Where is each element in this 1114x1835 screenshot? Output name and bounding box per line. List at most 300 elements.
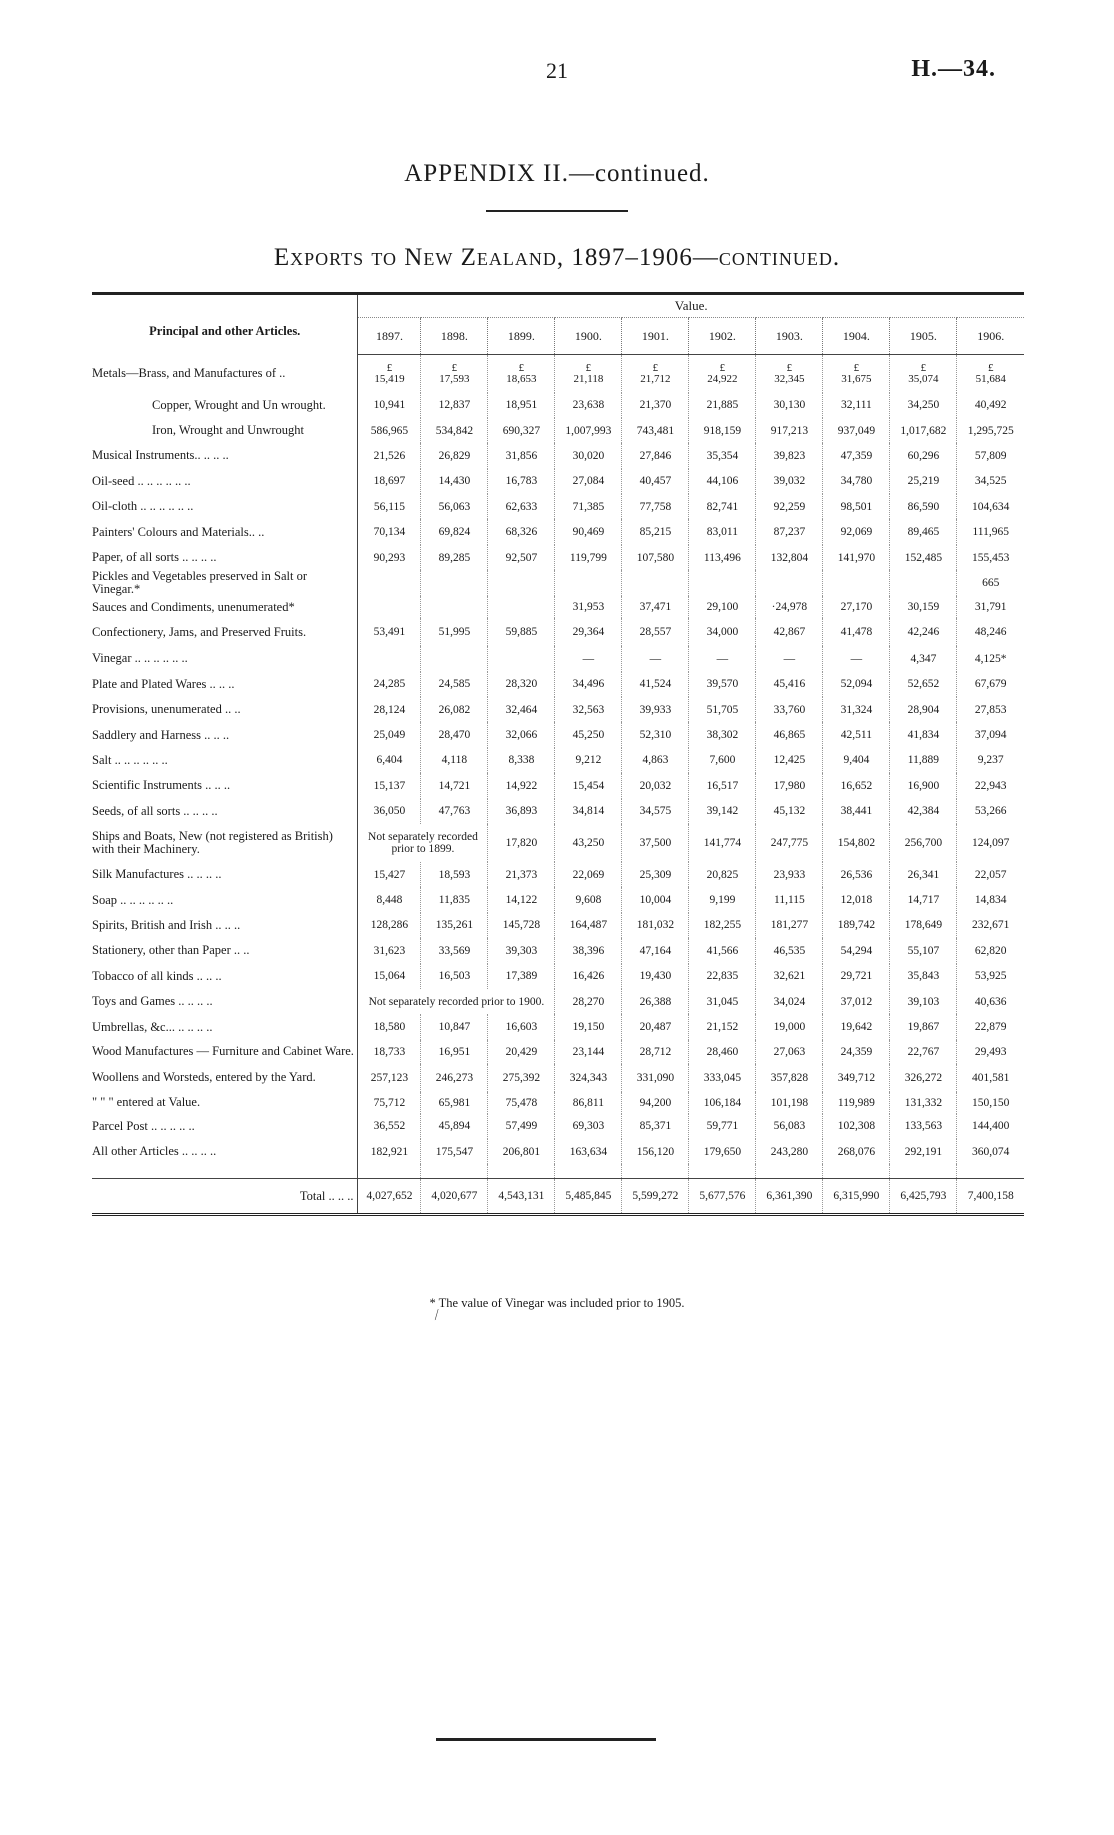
total-label: Total .. .. .. bbox=[92, 1179, 358, 1215]
value-cell: 45,894 bbox=[421, 1114, 488, 1139]
value-cell: 135,261 bbox=[421, 913, 488, 938]
value-cell: 62,633 bbox=[488, 494, 555, 519]
value-cell: 401,581 bbox=[957, 1064, 1024, 1092]
value-cell: 27,170 bbox=[823, 596, 890, 618]
table-row bbox=[92, 748, 1024, 773]
table-row bbox=[92, 824, 1024, 862]
value-cell: 275,392 bbox=[488, 1064, 555, 1092]
value-cell: 41,566 bbox=[689, 938, 756, 963]
value-cell: 24,585 bbox=[421, 672, 488, 697]
total-value: 6,361,390 bbox=[756, 1179, 823, 1215]
value-cell: 181,277 bbox=[756, 913, 823, 938]
value-cell: 53,925 bbox=[957, 964, 1024, 989]
value-cell: 133,563 bbox=[890, 1114, 957, 1139]
value-cell bbox=[358, 355, 421, 393]
value-cell: 69,824 bbox=[421, 519, 488, 544]
row-label: Musical Instruments.. .. .. .. bbox=[92, 448, 229, 463]
value-cell bbox=[555, 355, 622, 393]
value-cell: 75,712 bbox=[358, 1092, 421, 1114]
table-row bbox=[92, 443, 1024, 468]
value-cell: 132,804 bbox=[756, 545, 823, 570]
value-cell: 14,717 bbox=[890, 887, 957, 912]
row-label: Parcel Post .. .. .. .. .. bbox=[92, 1118, 195, 1133]
value-cell: 34,496 bbox=[555, 672, 622, 697]
value-text: 15,419 bbox=[374, 372, 405, 385]
value-cell: 18,580 bbox=[358, 1014, 421, 1039]
value-cell: 23,638 bbox=[555, 393, 622, 418]
value-cell: 89,465 bbox=[890, 519, 957, 544]
value-cell: 24,285 bbox=[358, 672, 421, 697]
value-cell: 141,970 bbox=[823, 545, 890, 570]
value-cell: 144,400 bbox=[957, 1114, 1024, 1139]
value-cell: 29,100 bbox=[689, 596, 756, 618]
row-label: Painters' Colours and Materials.. .. bbox=[92, 524, 265, 539]
table-row bbox=[92, 672, 1024, 697]
table-row bbox=[92, 1114, 1024, 1139]
value-cell: 12,837 bbox=[421, 393, 488, 418]
value-cell: 37,471 bbox=[622, 596, 689, 618]
value-cell: 14,122 bbox=[488, 887, 555, 912]
value-cell: 19,867 bbox=[890, 1014, 957, 1039]
value-cell: 206,801 bbox=[488, 1139, 555, 1164]
value-cell: 25,219 bbox=[890, 469, 957, 494]
value-column-header: Value. bbox=[358, 295, 1024, 318]
value-cell: 4,118 bbox=[421, 748, 488, 773]
value-cell: 9,404 bbox=[823, 748, 890, 773]
value-cell: 54,294 bbox=[823, 938, 890, 963]
value-cell: 59,771 bbox=[689, 1114, 756, 1139]
footnote: * The value of Vinegar was included prior to 1905. bbox=[429, 1296, 685, 1310]
value-cell bbox=[358, 570, 421, 596]
row-label: Iron, Wrought and Unwrought bbox=[152, 423, 305, 438]
value-cell: 28,712 bbox=[622, 1040, 689, 1064]
value-cell: 181,032 bbox=[622, 913, 689, 938]
total-value: 4,027,652 bbox=[358, 1179, 421, 1215]
value-cell: 534,842 bbox=[421, 418, 488, 443]
value-cell: 69,303 bbox=[555, 1114, 622, 1139]
value-cell: 22,835 bbox=[689, 964, 756, 989]
value-cell: 83,011 bbox=[689, 519, 756, 544]
value-cell: 37,012 bbox=[823, 989, 890, 1014]
value-cell: 178,649 bbox=[890, 913, 957, 938]
table-row bbox=[92, 596, 1024, 618]
value-cell: 164,487 bbox=[555, 913, 622, 938]
value-cell: 86,811 bbox=[555, 1092, 622, 1114]
value-cell: 36,050 bbox=[358, 799, 421, 824]
value-cell: 57,499 bbox=[488, 1114, 555, 1139]
table-body bbox=[92, 355, 1024, 1215]
year-header: 1899. bbox=[488, 318, 555, 355]
value-cell: 28,124 bbox=[358, 697, 421, 722]
value-cell: 1,295,725 bbox=[957, 418, 1024, 443]
value-cell: 45,416 bbox=[756, 672, 823, 697]
value-cell: 20,032 bbox=[622, 773, 689, 798]
value-cell bbox=[421, 596, 488, 618]
pound-sign: £ bbox=[719, 361, 726, 374]
value-cell: 31,953 bbox=[555, 596, 622, 618]
value-cell: 32,111 bbox=[823, 393, 890, 418]
value-cell: 10,941 bbox=[358, 393, 421, 418]
row-label: Tobacco of all kinds .. .. .. bbox=[92, 968, 222, 983]
year-header: 1897. bbox=[358, 318, 421, 355]
value-cell bbox=[555, 570, 622, 596]
value-cell: 56,115 bbox=[358, 494, 421, 519]
value-cell: 39,570 bbox=[689, 672, 756, 697]
value-cell bbox=[689, 570, 756, 596]
value-cell: 38,396 bbox=[555, 938, 622, 963]
value-cell: 25,309 bbox=[622, 862, 689, 887]
articles-column-header: Principal and other Articles. bbox=[149, 324, 301, 338]
row-label: Sauces and Condiments, unenumerated* bbox=[92, 599, 295, 614]
row-label: Woollens and Worsteds, entered by the Yard. bbox=[92, 1070, 316, 1085]
year-header: 1902. bbox=[689, 318, 756, 355]
value-cell: 1,007,993 bbox=[555, 418, 622, 443]
value-cell: 15,454 bbox=[555, 773, 622, 798]
value-text: 24,922 bbox=[707, 372, 738, 385]
value-cell: 32,621 bbox=[756, 964, 823, 989]
value-cell: 16,652 bbox=[823, 773, 890, 798]
value-cell: 34,814 bbox=[555, 799, 622, 824]
row-label: Provisions, unenumerated .. .. bbox=[92, 702, 241, 717]
table-row bbox=[92, 1139, 1024, 1164]
spacer-cell bbox=[488, 1164, 555, 1179]
value-cell: 29,364 bbox=[555, 618, 622, 646]
year-header: 1906. bbox=[957, 318, 1024, 355]
value-cell: 39,142 bbox=[689, 799, 756, 824]
value-cell: 152,485 bbox=[890, 545, 957, 570]
appendix-title: APPENDIX II.—continued. bbox=[404, 160, 710, 187]
value-cell: 77,758 bbox=[622, 494, 689, 519]
exports-table bbox=[92, 295, 1024, 1216]
value-cell: 145,728 bbox=[488, 913, 555, 938]
value-cell: 22,069 bbox=[555, 862, 622, 887]
table-row bbox=[92, 646, 1024, 671]
table-row bbox=[92, 887, 1024, 912]
value-cell: 22,879 bbox=[957, 1014, 1024, 1039]
year-header: 1903. bbox=[756, 318, 823, 355]
value-cell: 586,965 bbox=[358, 418, 421, 443]
table-row bbox=[92, 697, 1024, 722]
value-cell: 1,017,682 bbox=[890, 418, 957, 443]
value-cell: 15,427 bbox=[358, 862, 421, 887]
value-cell: 68,326 bbox=[488, 519, 555, 544]
value-cell: 42,246 bbox=[890, 618, 957, 646]
value-text: 35,074 bbox=[908, 372, 939, 385]
value-cell: 189,742 bbox=[823, 913, 890, 938]
table-row bbox=[92, 913, 1024, 938]
value-cell: 22,767 bbox=[890, 1040, 957, 1064]
value-cell: 45,250 bbox=[555, 722, 622, 747]
value-cell: 52,310 bbox=[622, 722, 689, 747]
value-cell: 107,580 bbox=[622, 545, 689, 570]
value-cell: 247,775 bbox=[756, 824, 823, 862]
year-header: 1898. bbox=[421, 318, 488, 355]
value-cell: 17,980 bbox=[756, 773, 823, 798]
value-cell: 37,500 bbox=[622, 824, 689, 862]
spacer-cell bbox=[890, 1164, 957, 1179]
value-cell: 48,246 bbox=[957, 618, 1024, 646]
value-cell: 26,829 bbox=[421, 443, 488, 468]
value-cell bbox=[689, 355, 756, 393]
value-cell: 31,623 bbox=[358, 938, 421, 963]
value-cell: 131,332 bbox=[890, 1092, 957, 1114]
pound-sign: £ bbox=[920, 361, 927, 374]
table-row bbox=[92, 964, 1024, 989]
value-cell: 17,389 bbox=[488, 964, 555, 989]
value-cell: 28,320 bbox=[488, 672, 555, 697]
value-cell: 34,024 bbox=[756, 989, 823, 1014]
value-cell: 19,642 bbox=[823, 1014, 890, 1039]
year-header: 1901. bbox=[622, 318, 689, 355]
document-reference: H.—34. bbox=[911, 56, 996, 82]
value-cell: 32,563 bbox=[555, 697, 622, 722]
value-cell: 31,324 bbox=[823, 697, 890, 722]
spacer-cell bbox=[421, 1164, 488, 1179]
value-cell: 71,385 bbox=[555, 494, 622, 519]
spacer-cell bbox=[92, 1164, 358, 1179]
value-cell: 43,250 bbox=[555, 824, 622, 862]
value-cell: 89,285 bbox=[421, 545, 488, 570]
row-label: Stationery, other than Paper .. .. bbox=[92, 943, 250, 958]
value-cell: 182,255 bbox=[689, 913, 756, 938]
value-cell: 33,569 bbox=[421, 938, 488, 963]
row-label: Paper, of all sorts .. .. .. .. bbox=[92, 550, 217, 565]
value-cell bbox=[358, 596, 421, 618]
value-cell: 15,137 bbox=[358, 773, 421, 798]
row-label: Seeds, of all sorts .. .. .. .. bbox=[92, 803, 218, 818]
row-label: Ships and Boats, New (not registered as British) with their Machinery. bbox=[92, 828, 333, 856]
value-cell: 39,032 bbox=[756, 469, 823, 494]
value-cell: 16,783 bbox=[488, 469, 555, 494]
table-row bbox=[92, 1064, 1024, 1092]
value-cell: 19,430 bbox=[622, 964, 689, 989]
year-header: 1900. bbox=[555, 318, 622, 355]
value-cell: 182,921 bbox=[358, 1139, 421, 1164]
value-cell bbox=[756, 570, 823, 596]
not-recorded-note: Not separately recorded prior to 1900. bbox=[358, 989, 555, 1014]
value-cell: 128,286 bbox=[358, 913, 421, 938]
year-header: 1905. bbox=[890, 318, 957, 355]
value-cell: 36,552 bbox=[358, 1114, 421, 1139]
value-cell: 47,164 bbox=[622, 938, 689, 963]
value-cell: 42,511 bbox=[823, 722, 890, 747]
value-text: 21,118 bbox=[573, 372, 604, 385]
value-cell: 9,608 bbox=[555, 887, 622, 912]
value-cell bbox=[890, 355, 957, 393]
value-cell bbox=[358, 646, 421, 671]
value-cell: 27,084 bbox=[555, 469, 622, 494]
value-cell bbox=[421, 355, 488, 393]
total-value: 6,425,793 bbox=[890, 1179, 957, 1215]
value-text: 31,675 bbox=[841, 372, 872, 385]
total-row bbox=[92, 1179, 1024, 1215]
value-cell: 9,199 bbox=[689, 887, 756, 912]
value-cell: 9,237 bbox=[957, 748, 1024, 773]
value-cell: 92,259 bbox=[756, 494, 823, 519]
value-cell: 25,049 bbox=[358, 722, 421, 747]
value-cell: 26,341 bbox=[890, 862, 957, 887]
row-label: Vinegar .. .. .. .. .. .. bbox=[92, 651, 188, 666]
value-cell: 28,460 bbox=[689, 1040, 756, 1064]
value-cell: 39,933 bbox=[622, 697, 689, 722]
value-cell: 17,820 bbox=[488, 824, 555, 862]
total-value: 5,677,576 bbox=[689, 1179, 756, 1215]
value-cell: 28,270 bbox=[555, 989, 622, 1014]
value-cell: 357,828 bbox=[756, 1064, 823, 1092]
spacer-row bbox=[92, 1164, 1024, 1179]
value-cell: 35,354 bbox=[689, 443, 756, 468]
spacer-cell bbox=[957, 1164, 1024, 1179]
spacer-cell bbox=[622, 1164, 689, 1179]
not-recorded-note: Not separately recorded prior to 1899. bbox=[358, 824, 488, 862]
value-cell: 19,150 bbox=[555, 1014, 622, 1039]
value-cell: 104,634 bbox=[957, 494, 1024, 519]
value-text: 21,712 bbox=[640, 372, 671, 385]
value-cell: 22,943 bbox=[957, 773, 1024, 798]
row-label: Saddlery and Harness .. .. .. bbox=[92, 727, 230, 742]
row-label: Umbrellas, &c... .. .. .. .. bbox=[92, 1019, 213, 1034]
value-cell: — bbox=[756, 646, 823, 671]
value-cell: 743,481 bbox=[622, 418, 689, 443]
table-row bbox=[92, 393, 1024, 418]
value-cell: 55,107 bbox=[890, 938, 957, 963]
value-cell: 40,492 bbox=[957, 393, 1024, 418]
table-title: Exports to New Zealand, 1897–1906—continued. bbox=[273, 244, 841, 271]
value-cell bbox=[488, 355, 555, 393]
value-text: 51,684 bbox=[975, 372, 1006, 385]
value-cell bbox=[421, 646, 488, 671]
value-cell: 16,951 bbox=[421, 1040, 488, 1064]
value-cell: 41,834 bbox=[890, 722, 957, 747]
value-cell: 12,018 bbox=[823, 887, 890, 912]
value-cell: 65,981 bbox=[421, 1092, 488, 1114]
page-end-rule bbox=[436, 1738, 656, 1741]
value-cell: 33,760 bbox=[756, 697, 823, 722]
value-cell: 111,965 bbox=[957, 519, 1024, 544]
value-cell: 31,791 bbox=[957, 596, 1024, 618]
value-cell: 141,774 bbox=[689, 824, 756, 862]
value-cell: 10,004 bbox=[622, 887, 689, 912]
value-cell: 47,359 bbox=[823, 443, 890, 468]
value-cell: 70,134 bbox=[358, 519, 421, 544]
value-cell: 32,464 bbox=[488, 697, 555, 722]
value-cell: 113,496 bbox=[689, 545, 756, 570]
value-cell: 14,721 bbox=[421, 773, 488, 798]
value-cell: 90,469 bbox=[555, 519, 622, 544]
table-row bbox=[92, 545, 1024, 570]
total-value: 4,020,677 bbox=[421, 1179, 488, 1215]
value-cell: 31,045 bbox=[689, 989, 756, 1014]
total-value: 7,400,158 bbox=[957, 1179, 1024, 1215]
value-cell: 44,106 bbox=[689, 469, 756, 494]
value-cell: 16,517 bbox=[689, 773, 756, 798]
value-cell: 326,272 bbox=[890, 1064, 957, 1092]
value-cell: 27,063 bbox=[756, 1040, 823, 1064]
value-cell: 8,448 bbox=[358, 887, 421, 912]
value-cell: 101,198 bbox=[756, 1092, 823, 1114]
value-cell: 163,634 bbox=[555, 1139, 622, 1164]
value-cell: 29,721 bbox=[823, 964, 890, 989]
value-cell: 14,834 bbox=[957, 887, 1024, 912]
value-cell: 42,384 bbox=[890, 799, 957, 824]
table-row bbox=[92, 773, 1024, 798]
value-cell: 26,388 bbox=[622, 989, 689, 1014]
table-row bbox=[92, 570, 1024, 596]
table-row bbox=[92, 938, 1024, 963]
spacer-cell bbox=[555, 1164, 622, 1179]
value-cell: 90,293 bbox=[358, 545, 421, 570]
value-cell: 40,457 bbox=[622, 469, 689, 494]
value-cell: ·24,978 bbox=[756, 596, 823, 618]
title-divider bbox=[486, 210, 628, 212]
value-cell: 27,846 bbox=[622, 443, 689, 468]
value-cell: 12,425 bbox=[756, 748, 823, 773]
row-label: Toys and Games .. .. .. .. bbox=[92, 994, 213, 1009]
row-label: Oil-cloth .. .. .. .. .. .. bbox=[92, 499, 194, 514]
value-text: 32,345 bbox=[774, 372, 805, 385]
value-cell: 11,115 bbox=[756, 887, 823, 912]
table-row bbox=[92, 1014, 1024, 1039]
table-row bbox=[92, 469, 1024, 494]
pound-sign: £ bbox=[386, 361, 393, 374]
value-cell: 10,847 bbox=[421, 1014, 488, 1039]
value-cell: 15,064 bbox=[358, 964, 421, 989]
row-label: Spirits, British and Irish .. .. .. bbox=[92, 917, 241, 932]
value-cell: 85,215 bbox=[622, 519, 689, 544]
spacer-cell bbox=[689, 1164, 756, 1179]
value-cell: 39,103 bbox=[890, 989, 957, 1014]
row-label: Plate and Plated Wares .. .. .. bbox=[92, 676, 235, 691]
year-header: 1904. bbox=[823, 318, 890, 355]
value-cell bbox=[823, 355, 890, 393]
value-cell: 46,535 bbox=[756, 938, 823, 963]
value-cell: 360,074 bbox=[957, 1139, 1024, 1164]
value-cell: 62,820 bbox=[957, 938, 1024, 963]
row-label: Confectionery, Jams, and Preserved Fruits. bbox=[92, 624, 307, 639]
value-cell: 16,603 bbox=[488, 1014, 555, 1039]
table-row bbox=[92, 1040, 1024, 1064]
value-cell: 690,327 bbox=[488, 418, 555, 443]
value-cell: 256,700 bbox=[890, 824, 957, 862]
value-cell: 246,273 bbox=[421, 1064, 488, 1092]
value-cell: 52,094 bbox=[823, 672, 890, 697]
value-cell: 30,130 bbox=[756, 393, 823, 418]
value-cell: 51,705 bbox=[689, 697, 756, 722]
table-row bbox=[92, 722, 1024, 747]
value-cell: 11,835 bbox=[421, 887, 488, 912]
value-cell: 31,856 bbox=[488, 443, 555, 468]
value-cell: 36,893 bbox=[488, 799, 555, 824]
row-label: All other Articles .. .. .. .. bbox=[92, 1144, 217, 1159]
total-value: 5,485,845 bbox=[555, 1179, 622, 1215]
value-cell: 35,843 bbox=[890, 964, 957, 989]
value-cell: 349,712 bbox=[823, 1064, 890, 1092]
table-row bbox=[92, 618, 1024, 646]
value-cell: 937,049 bbox=[823, 418, 890, 443]
spacer-cell bbox=[358, 1164, 421, 1179]
value-cell: 21,370 bbox=[622, 393, 689, 418]
value-cell: 918,159 bbox=[689, 418, 756, 443]
value-cell: 232,671 bbox=[957, 913, 1024, 938]
value-cell: 4,347 bbox=[890, 646, 957, 671]
value-cell: 19,000 bbox=[756, 1014, 823, 1039]
pound-sign: £ bbox=[786, 361, 793, 374]
value-cell: 18,593 bbox=[421, 862, 488, 887]
value-cell: — bbox=[622, 646, 689, 671]
value-cell: 155,453 bbox=[957, 545, 1024, 570]
value-cell: 87,237 bbox=[756, 519, 823, 544]
value-cell bbox=[488, 646, 555, 671]
